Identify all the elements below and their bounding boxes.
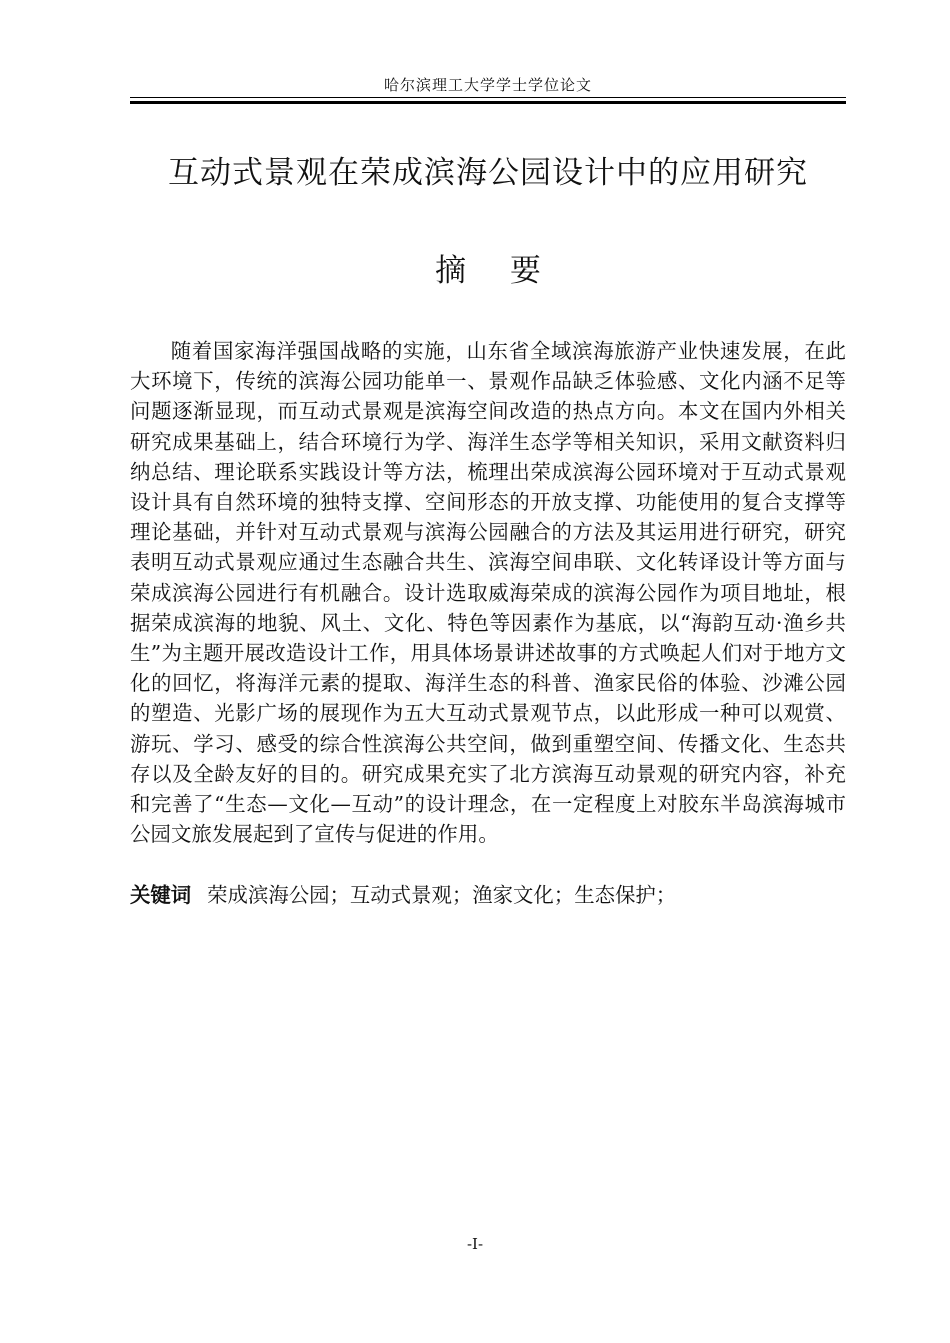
abstract-heading: 摘 要 [435,253,541,289]
keywords-label: 关键词 [130,883,192,907]
thesis-title: 互动式景观在荣成滨海公园设计中的应用研究 [168,155,808,191]
running-header: 哈尔滨理工大学学士学位论文 [383,76,592,94]
abstract-body: 随着国家海洋强国战略的实施，山东省全域滨海旅游产业快速发展，在此大环境下，传统的滨海公园功能单一、景观作品缺乏体验感、文化内涵不足等问题逐渐显现，而互动式景观是滨海空间改造的热点方向。本文在国内外相关研究成果基础上，结合环境行为学、海洋生态学等相关知识，采用文献资料归纳总结、理论联系实践设计等方法，梳理出荣成滨海公园环境对于互动式景观设计具有自然环境的独特支撑、空间形态的开放支撑、功能使用的复合支撑等理论基础，并针对互动式景观与滨海公园融合的方法及其运用进行研究，研究表明互动式景观应通过生态融合共生、滨海空间串联、文化转译设计等方面与荣成滨海公园进行有机融合。设计选取威海荣成的滨海公园作为项目地址，根据荣成滨海的地貌、风土、文化、特色等因素作为基底，以“海韵互动·渔乡共生”为主题开展改造设计工作，用具体场景讲述故事的方式唤起人们对于地方文化的回忆，将海洋元素的提取、海洋生态的科普、渔家民俗的体验、沙滩公园的塑造、光影广场的展现作为五大互动式景观节点，以此形成一种可以观赏、游玩、学习、感受的综合性滨海公共空间，做到重塑空间、传播文化、生态共存以及全龄友好的目的。研究成果充实了北方滨海互动景观的研究内容，补充和完善了“生态—文化—互动”的设计理念，在一定程度上对胶东半岛滨海城市公园文旅发展起到了宣传与促进的作用。 [130,339,846,847]
keywords-line [130,880,846,910]
header-rule-thin [130,97,846,98]
keywords-items: 荣成滨海公园；互动式景观；渔家文化；生态保护； [207,883,677,907]
page-number: -I- [466,1235,484,1253]
header-rule-thick [130,101,846,104]
